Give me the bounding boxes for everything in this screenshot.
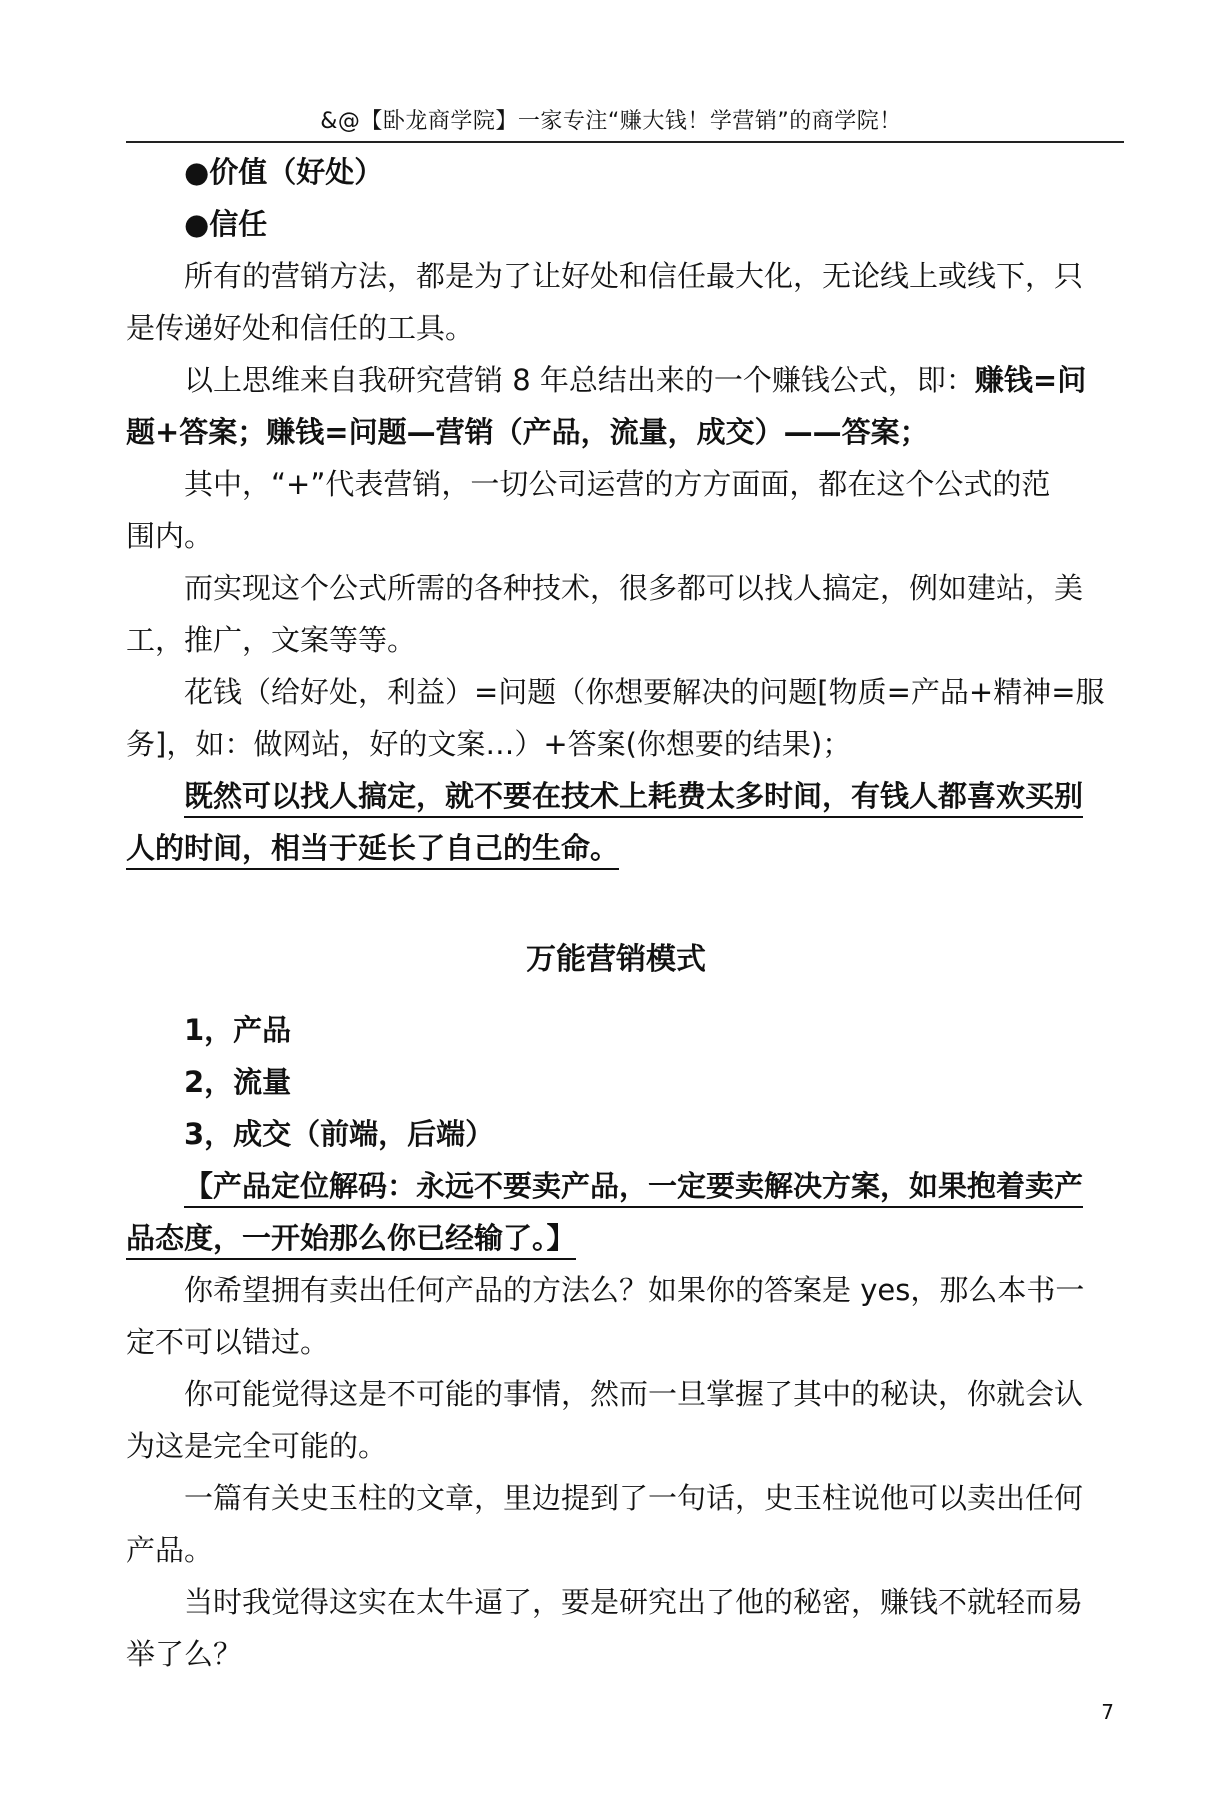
page-number: 7 (1101, 1700, 1114, 1724)
spacer (126, 874, 1106, 930)
paragraph-line: 是传递好处和信任的工具。 (126, 311, 475, 345)
page-body (126, 146, 1106, 1680)
bullet-value: ●价值（好处） (184, 155, 384, 189)
list-item: 1，产品 (184, 1013, 292, 1047)
paragraph-line: 产品。 (126, 1533, 214, 1567)
paragraph-line (126, 354, 1106, 406)
paragraph-line: 围内。 (126, 519, 214, 553)
paragraph-line: 花钱（给好处，利益）=问题（你想要解决的问题[物质=产品+精神=服 (184, 675, 1105, 709)
paragraph-line: 而实现这个公式所需的各种技术，很多都可以找人搞定，例如建站，美 (184, 571, 1084, 605)
emphasis-line (126, 822, 1106, 874)
formula-start: 赚钱=问 (974, 363, 1087, 397)
underlined-text: 【产品定位解码：永远不要卖产品，一定要卖解决方案，如果抱着卖产 (184, 1166, 1083, 1208)
paragraph-line: 其中，“+”代表营销，一切公司运营的方方面面，都在这个公式的范 (184, 467, 1051, 501)
underlined-text: 人的时间，相当于延长了自己的生命。 (126, 828, 619, 870)
highlight-line (126, 1160, 1106, 1212)
paragraph-line: 所有的营销方法，都是为了让好处和信任最大化，无论线上或线下，只 (184, 259, 1084, 293)
paragraph-line: 定不可以错过。 (126, 1325, 330, 1359)
paragraph-line: 一篇有关史玉柱的文章，里边提到了一句话，史玉柱说他可以卖出任何 (184, 1481, 1084, 1515)
paragraph-line: 你希望拥有卖出任何产品的方法么？如果你的答案是 yes，那么本书一 (184, 1273, 1085, 1307)
paragraph-line: 当时我觉得这实在太牛逼了，要是研究出了他的秘密，赚钱不就轻而易 (184, 1585, 1084, 1619)
paragraph-line: 举了么？ (126, 1637, 243, 1671)
highlight-line (126, 1212, 1106, 1264)
page-header: &@【卧龙商学院】一家专注“赚大钱！学营销”的商学院！ (320, 109, 902, 134)
underlined-text: 品态度，一开始那么你已经输了。】 (126, 1218, 576, 1260)
bullet-trust: ●信任 (184, 207, 268, 241)
paragraph-line: 为这是完全可能的。 (126, 1429, 388, 1463)
list-item: 3，成交（前端，后端） (184, 1117, 495, 1151)
paragraph-line: 你可能觉得这是不可能的事情，然而一旦掌握了其中的秘诀，你就会认 (184, 1377, 1084, 1411)
paragraph-line: 工，推广，文案等等。 (126, 623, 417, 657)
underlined-text: 既然可以找人搞定，就不要在技术上耗费太多时间，有钱人都喜欢买别 (184, 776, 1083, 818)
list-item: 2，流量 (184, 1065, 292, 1099)
paragraph-line: 务]，如：做网站，好的文案…）+答案(你想要的结果)； (126, 727, 852, 761)
section-title: 万能营销模式 (526, 942, 706, 977)
header-rule (126, 141, 1124, 143)
formula-line: 题+答案；赚钱=问题—营销（产品，流量，成交）——答案； (126, 415, 929, 449)
formula-intro: 以上思维来自我研究营销 8 年总结出来的一个赚钱公式，即： (184, 363, 975, 397)
emphasis-line (126, 770, 1106, 822)
